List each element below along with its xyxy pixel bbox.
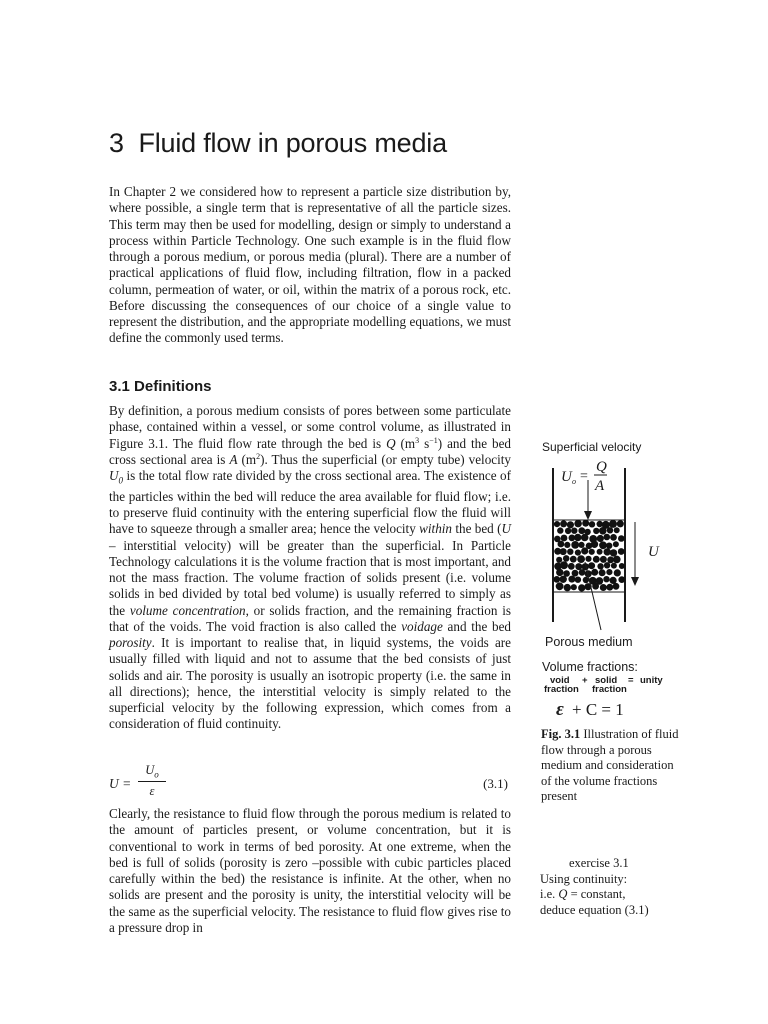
particle — [593, 556, 600, 563]
particle — [567, 549, 573, 555]
void-word: void — [550, 675, 570, 686]
formula-a: A — [595, 478, 605, 494]
particle — [588, 562, 595, 569]
caption-text: Illustration of fluid flow through a porous medium and consideration of the volume fractions present — [541, 727, 679, 803]
resistance-paragraph: Clearly, the resistance to fluid flow through the porous medium is related to the amount of particles present, or volume concentration, but it is conventional to work in terms of bed porosity. At one extreme, when the bed is full of solids (porosity is zero –possible with cubic particles placed carefully within the bed) the resistance is infinite. At the other, when no solids are present and the porosity is unity, the interstitial velocity will be the same as the superficial velocity. The resistance to fluid flow gives rise to a pressure drop in — [109, 806, 511, 935]
particle — [618, 535, 625, 542]
particle — [617, 520, 624, 527]
particle — [592, 583, 599, 590]
particle — [618, 576, 625, 583]
unity-word: unity — [640, 675, 663, 686]
particle — [570, 556, 577, 563]
particle — [574, 534, 581, 541]
particle — [604, 548, 611, 555]
caption-label: Fig. 3.1 — [541, 727, 581, 741]
var-u0: U — [109, 468, 119, 483]
particle — [553, 576, 560, 583]
particle — [564, 542, 570, 548]
particle — [581, 547, 588, 554]
particle — [614, 527, 620, 533]
fraction-word-2: fraction — [592, 684, 627, 695]
particle — [609, 520, 617, 528]
particle — [560, 520, 567, 527]
particle — [578, 542, 584, 548]
particle — [603, 576, 609, 582]
particle — [579, 569, 586, 576]
particle — [575, 563, 582, 570]
particle — [556, 557, 562, 563]
section-heading — [109, 378, 212, 395]
equals-sign: = — [628, 675, 634, 686]
chapter-title — [109, 128, 529, 159]
particle — [578, 527, 585, 534]
equation-fraction — [138, 763, 166, 799]
var-q: Q — [386, 435, 396, 451]
volume-fractions-label: Volume fractions: — [542, 660, 638, 674]
particle — [567, 521, 574, 528]
particle — [610, 534, 617, 541]
var-u: U — [501, 521, 511, 537]
definitions-paragraph: By definition, a porous medium consists of pores between some particulate phase, contained within a vessel, or some control volume, as illustrated in Figure 3.1. The fluid flow rate through the bed is Q ($m^3$ $s^{-1}$) and the bed cross sectional area is A $(m^2)$. Thus the superficial (or empty tube) velocity $U_0$ is the total flow rate divided by the cross sectional area. The existence of the particles within the bed will reduce the area available for fluid flow; i.e. to preserve fluid continuity with the entering superficial flow the fluid will have to squeeze through a smaller area; hence the velocity within the bed (U – interstitial velocity) will be greater than the superficial. In Particle Technology calculations it is the volume fraction that is most important, and not the mass fraction. The volume fraction of solids present (i.e. volume solids in bed divided by total bed volume) is usually referred to simply as the volume concentration, or solids fraction, and the remaining fraction is that of the voids. The void fraction is also called the voidage and the bed porosity. It is important to realise that, in liquid systems, the voids are usually filled with liquid and not to assume that the bed consists of just solids and air. The porosity is usually an isotropic property (i.e. the same in all directions); hence, the interstitial velocity is simply related to the superficial velocity by the following expression, which comes from a consideration of fluid continuity. — [109, 403, 512, 732]
particle — [600, 556, 607, 563]
intro-paragraph: In Chapter 2 we considered how to represent a particle size distribution by, where possible, a single term that is representative of all the particle sizes. This term may then be used for modelling, design or simply to understand a process within Particle Technology. One such example is in the fluid flow through a porous medium, or porous media (plural). There are a number of practical applications of fluid flow, including filtration, flow in a packed column, permeation of water, or oil, within the matrix of a porous rock, etc. Before discussing the consequences of our choice of a single value to represent the distribution, and the appropriate modelling equations, we must define the commonly used terms. — [109, 184, 511, 346]
equation-number: (3.1) — [483, 776, 508, 791]
particle — [591, 541, 598, 548]
superficial-arrowhead — [584, 511, 592, 520]
particle — [574, 520, 582, 528]
particle — [575, 577, 581, 583]
particle — [599, 527, 607, 535]
fraction-equation: + C = 1 — [572, 700, 624, 719]
particle — [556, 582, 564, 590]
particle — [597, 535, 604, 542]
particle — [561, 535, 568, 542]
particle — [607, 556, 614, 563]
section-title: Definitions — [134, 378, 212, 395]
particle — [571, 584, 577, 590]
particle — [593, 528, 599, 534]
fraction-word-1: fraction — [544, 684, 579, 695]
particle — [604, 534, 611, 541]
epsilon-symbol: ε — [556, 699, 564, 720]
particle — [614, 569, 621, 576]
equation-denominator: ε — [149, 783, 155, 798]
equation-3-1 — [109, 763, 511, 799]
particle — [589, 521, 595, 527]
exercise-line-2: i.e. Q = constant, — [540, 887, 626, 901]
particle — [589, 549, 595, 555]
particle — [597, 549, 603, 555]
var-a: A — [229, 451, 238, 467]
exercise-title: exercise 3.1 — [569, 856, 629, 870]
particle — [600, 584, 607, 591]
particle — [613, 556, 621, 564]
particle — [568, 563, 575, 570]
particle — [581, 534, 589, 542]
particle — [583, 577, 589, 583]
equation-numerator: $U_o$ — [145, 763, 159, 780]
particle — [618, 548, 625, 555]
chapter-number: 3 — [109, 128, 124, 158]
particle — [604, 562, 610, 568]
particle — [599, 541, 607, 549]
particle — [554, 521, 560, 527]
particle — [557, 527, 563, 533]
particle — [577, 555, 585, 563]
section-number: 3.1 — [109, 378, 130, 395]
exercise-box — [540, 856, 680, 918]
particle — [578, 584, 585, 591]
exercise-line-1: Using continuity: — [540, 871, 628, 886]
particle — [563, 555, 570, 562]
particle — [560, 561, 568, 569]
formula-q: Q — [596, 459, 607, 475]
particle — [610, 549, 617, 556]
chapter-title-text: Fluid flow in porous media — [138, 128, 447, 158]
particle — [591, 569, 598, 576]
plus-sign: + — [582, 675, 588, 686]
particle — [607, 527, 613, 533]
particle — [606, 543, 612, 549]
particle — [565, 528, 571, 534]
porous-medium-label: Porous medium — [545, 635, 633, 649]
particle — [619, 563, 625, 569]
particle — [582, 520, 589, 527]
particle — [613, 541, 619, 547]
particle — [585, 556, 591, 562]
figure-3-1 — [528, 434, 728, 724]
interstitial-u-label: U — [648, 544, 659, 560]
particle — [610, 577, 617, 584]
particle — [571, 528, 577, 534]
particle — [560, 548, 567, 555]
solid-word: solid — [595, 675, 618, 686]
particle — [606, 569, 612, 575]
particle — [572, 570, 579, 577]
interstitial-arrowhead — [631, 577, 639, 586]
particle — [613, 583, 620, 590]
particle — [560, 576, 567, 583]
superficial-velocity-label: Superficial velocity — [542, 440, 642, 454]
particle — [568, 576, 575, 583]
particle — [556, 569, 563, 576]
particle — [611, 563, 617, 569]
figure-caption — [541, 727, 681, 805]
particle — [597, 563, 603, 569]
particle — [571, 541, 579, 549]
exercise-line-3: deduce equation (3.1) — [540, 902, 649, 917]
particle — [606, 584, 613, 591]
particle — [564, 584, 571, 591]
particle — [599, 569, 606, 576]
formula-u0-sub: o — [572, 477, 576, 486]
particle — [575, 550, 581, 556]
formula-u0: U — [561, 469, 572, 485]
formula-equals: = — [580, 469, 588, 484]
particle — [558, 541, 565, 548]
equation-lhs: U = — [109, 776, 132, 791]
